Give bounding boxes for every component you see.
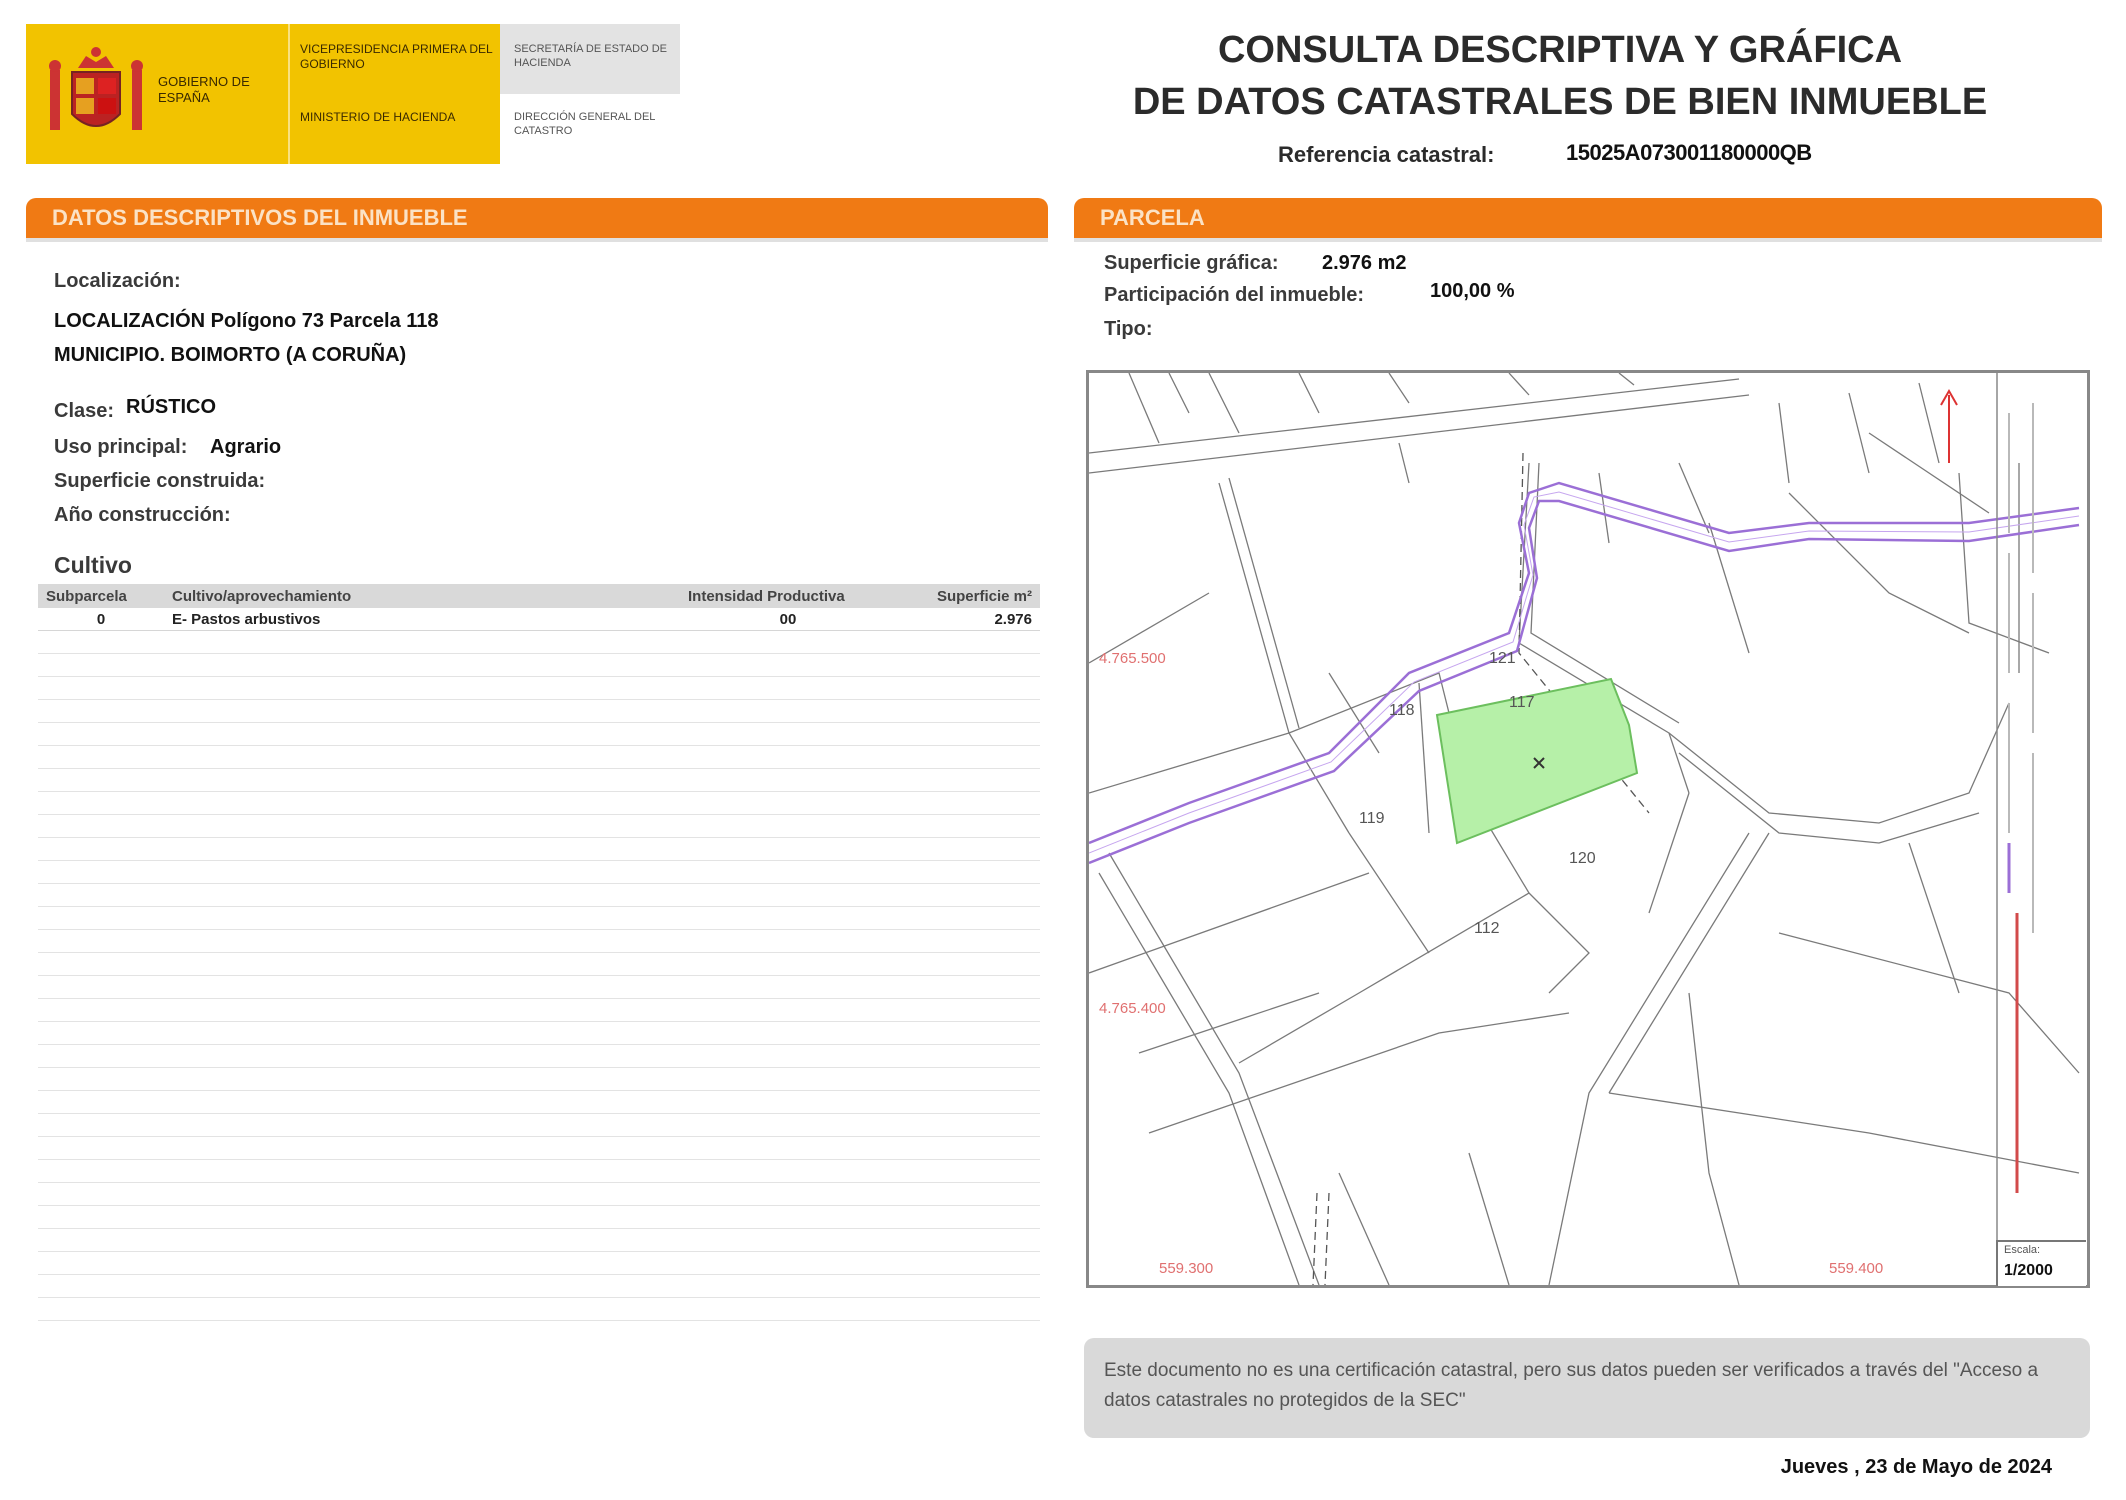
empty-cell [680, 1183, 896, 1206]
empty-cell [680, 723, 896, 746]
cell-intensidad: 00 [680, 608, 896, 631]
empty-cell [896, 1160, 1040, 1183]
table-row-empty [38, 792, 1040, 815]
empty-cell [896, 861, 1040, 884]
government-logo [26, 24, 500, 164]
empty-cell [38, 792, 164, 815]
gobierno-text: GOBIERNO DE ESPAÑA [158, 74, 250, 105]
empty-cell [896, 1183, 1040, 1206]
empty-cell [38, 861, 164, 884]
document-date: Jueves , 23 de Mayo de 2024 [1780, 1456, 2052, 1478]
cultivos-label: Cultivo [54, 552, 132, 578]
section-bar-descriptivos: DATOS DESCRIPTIVOS DEL INMUEBLE [26, 198, 1048, 238]
empty-cell [680, 677, 896, 700]
empty-cell [896, 1298, 1040, 1321]
empty-cell [896, 1229, 1040, 1252]
clase-value: RÚSTICO [126, 396, 216, 418]
empty-cell [38, 631, 164, 654]
localizacion-line1: LOCALIZACIÓN Polígono 73 Parcela 118 [54, 310, 439, 332]
empty-cell [896, 1045, 1040, 1068]
empty-cell [38, 884, 164, 907]
coord-label: 559.400 [1829, 1260, 1884, 1277]
empty-cell [680, 1160, 896, 1183]
participacion-label: Participación del inmueble: [1104, 284, 1365, 306]
col-superficie: Superficie m² [896, 584, 1040, 608]
empty-cell [164, 700, 680, 723]
table-row-empty [38, 654, 1040, 677]
empty-cell [680, 1298, 896, 1321]
uso-label: Uso principal: [54, 436, 188, 458]
empty-cell [164, 1137, 680, 1160]
empty-cell [680, 815, 896, 838]
empty-cell [164, 1229, 680, 1252]
table-row-empty [38, 677, 1040, 700]
cell-cultivo: E- Pastos arbustivos [164, 608, 680, 631]
empty-cell [680, 1045, 896, 1068]
scale-label: Escala: [2004, 1244, 2041, 1256]
empty-cell [164, 746, 680, 769]
anio-construccion-label: Año construcción: [54, 504, 231, 526]
empty-cell [896, 907, 1040, 930]
empty-cell [38, 1160, 164, 1183]
tipo-label: Tipo: [1104, 318, 1153, 340]
col-subparcela: Subparcela [38, 584, 164, 608]
vicepresidencia-text: VICEPRESIDENCIA PRIMERA DEL GOBIERNO [300, 42, 493, 71]
secretaria-text: SECRETARÍA DE ESTADO DE HACIENDA [514, 43, 668, 69]
col-intensidad: Intensidad Productiva [680, 584, 896, 608]
empty-cell [38, 838, 164, 861]
empty-cell [680, 1229, 896, 1252]
localizacion-label: Localización: [54, 270, 181, 292]
empty-cell [38, 953, 164, 976]
empty-cell [164, 792, 680, 815]
empty-cell [680, 930, 896, 953]
title-line1: CONSULTA DESCRIPTIVA Y GRÁFICA [1217, 29, 1903, 71]
empty-cell [38, 700, 164, 723]
empty-cell [896, 1275, 1040, 1298]
uso-value: Agrario [210, 436, 282, 458]
empty-cell [680, 1022, 896, 1045]
table-row-empty [38, 700, 1040, 723]
table-row-empty [38, 769, 1040, 792]
ref-label: Referencia catastral: [1278, 142, 1495, 167]
table-row-empty [38, 1160, 1040, 1183]
empty-cell [164, 999, 680, 1022]
empty-cell [896, 700, 1040, 723]
page-title [1060, 24, 2060, 128]
empty-cell [896, 1252, 1040, 1275]
table-row-empty [38, 1298, 1040, 1321]
table-row-empty [38, 1275, 1040, 1298]
empty-cell [38, 999, 164, 1022]
empty-cell [896, 1114, 1040, 1137]
empty-cell [896, 930, 1040, 953]
table-row-empty [38, 953, 1040, 976]
disclaimer-notice: Este documento no es una certificación catastral, pero sus datos pueden ser verificados a través del "Acceso a datos catastrales no protegidos de la SEC" [1084, 1338, 2090, 1438]
empty-cell [164, 907, 680, 930]
empty-cell [164, 930, 680, 953]
empty-cell [896, 723, 1040, 746]
empty-cell [680, 1206, 896, 1229]
coat-of-arms-icon [36, 42, 156, 150]
empty-cell [680, 1137, 896, 1160]
table-row-empty [38, 746, 1040, 769]
empty-cell [896, 1022, 1040, 1045]
table-row-empty [38, 1183, 1040, 1206]
empty-cell [680, 1114, 896, 1137]
empty-cell [896, 746, 1040, 769]
empty-cell [680, 976, 896, 999]
empty-cell [38, 1137, 164, 1160]
empty-cell [164, 976, 680, 999]
table-row-empty [38, 1091, 1040, 1114]
empty-cell [164, 1091, 680, 1114]
empty-cell [896, 1068, 1040, 1091]
empty-cell [164, 1068, 680, 1091]
ref-value: 15025A073001180000QB [1566, 140, 1812, 165]
empty-cell [38, 1206, 164, 1229]
empty-cell [38, 930, 164, 953]
empty-cell [38, 1275, 164, 1298]
table-row-empty [38, 907, 1040, 930]
empty-cell [680, 884, 896, 907]
empty-cell [680, 631, 896, 654]
table-row-empty [38, 861, 1040, 884]
empty-cell [164, 1275, 680, 1298]
empty-cell [896, 677, 1040, 700]
empty-cell [38, 723, 164, 746]
participacion-value: 100,00 % [1430, 280, 1515, 302]
table-row-empty [38, 976, 1040, 999]
table-row-empty [38, 1022, 1040, 1045]
table-header-row [38, 584, 1040, 608]
coord-label: 559.300 [1159, 1260, 1214, 1277]
empty-cell [164, 723, 680, 746]
empty-cell [680, 838, 896, 861]
empty-cell [38, 976, 164, 999]
empty-cell [164, 677, 680, 700]
table-row-empty [38, 1252, 1040, 1275]
empty-cell [164, 1022, 680, 1045]
cultivos-table-body [38, 608, 1040, 1321]
empty-cell [164, 1114, 680, 1137]
empty-cell [680, 861, 896, 884]
parcel-label: 112 [1474, 920, 1500, 937]
parcel-label: 117 [1509, 694, 1535, 711]
section-bar-parcela: PARCELA [1074, 198, 2102, 238]
table-row-empty [38, 1045, 1040, 1068]
empty-cell [38, 677, 164, 700]
parcel-label: 119 [1359, 810, 1385, 827]
empty-cell [164, 1160, 680, 1183]
table-row-empty [38, 999, 1040, 1022]
empty-cell [164, 654, 680, 677]
clase-label: Clase: [54, 400, 115, 422]
table-row-empty [38, 1229, 1040, 1252]
empty-cell [896, 792, 1040, 815]
empty-cell [896, 815, 1040, 838]
superficie-construida-label: Superficie construida: [54, 470, 266, 492]
empty-cell [38, 1114, 164, 1137]
direccion-text: DIRECCIÓN GENERAL DEL CATASTRO [514, 111, 655, 137]
empty-cell [896, 769, 1040, 792]
divider [288, 24, 290, 164]
empty-cell [680, 1252, 896, 1275]
table-row-empty [38, 1068, 1040, 1091]
empty-cell [680, 700, 896, 723]
cell-superficie: 2.976 [896, 608, 1040, 631]
table-row-empty [38, 838, 1040, 861]
empty-cell [38, 1091, 164, 1114]
empty-cell [164, 884, 680, 907]
title-line2: DE DATOS CATASTRALES DE BIEN INMUEBLE [1132, 81, 1988, 123]
empty-cell [896, 953, 1040, 976]
empty-cell [38, 1022, 164, 1045]
ministerio-text: MINISTERIO DE HACIENDA [300, 110, 456, 124]
map-canvas [1089, 373, 2087, 1285]
empty-cell [38, 1298, 164, 1321]
empty-cell [38, 1068, 164, 1091]
table-row-empty [38, 884, 1040, 907]
parcel-label: 118 [1389, 702, 1415, 719]
table-row-empty [38, 631, 1040, 654]
secretaria-block [500, 24, 680, 94]
empty-cell [896, 838, 1040, 861]
coord-label: 4.765.500 [1099, 650, 1166, 667]
table-row-empty [38, 815, 1040, 838]
empty-cell [896, 1091, 1040, 1114]
empty-cell [164, 815, 680, 838]
coord-label: 4.765.400 [1099, 1000, 1166, 1017]
superficie-grafica-label: Superficie gráfica: [1104, 252, 1279, 274]
empty-cell [896, 654, 1040, 677]
empty-cell [896, 1206, 1040, 1229]
empty-cell [164, 861, 680, 884]
table-row-empty [38, 1114, 1040, 1137]
empty-cell [164, 769, 680, 792]
empty-cell [896, 884, 1040, 907]
empty-cell [164, 953, 680, 976]
empty-cell [680, 792, 896, 815]
cell-subparcela: 0 [38, 608, 164, 631]
parcel-label: 120 [1569, 850, 1596, 867]
empty-cell [164, 1252, 680, 1275]
table-row-empty [38, 930, 1040, 953]
empty-cell [164, 1206, 680, 1229]
table-row-empty [38, 1137, 1040, 1160]
empty-cell [680, 746, 896, 769]
empty-cell [680, 999, 896, 1022]
empty-cell [164, 1045, 680, 1068]
empty-cell [164, 1183, 680, 1206]
empty-cell [38, 907, 164, 930]
empty-cell [38, 1183, 164, 1206]
table-row-empty [38, 1206, 1040, 1229]
empty-cell [680, 1091, 896, 1114]
table-row [38, 608, 1040, 631]
empty-cell [680, 1068, 896, 1091]
empty-cell [896, 631, 1040, 654]
scale-value: 1/2000 [2004, 1262, 2053, 1279]
cultivos-table [38, 584, 1040, 1321]
localizacion-line2: MUNICIPIO. BOIMORTO (A CORUÑA) [54, 344, 407, 366]
table-row-empty [38, 723, 1040, 746]
empty-cell [164, 1298, 680, 1321]
cadastral-map[interactable] [1086, 370, 2090, 1288]
empty-cell [680, 654, 896, 677]
empty-cell [896, 999, 1040, 1022]
empty-cell [680, 769, 896, 792]
empty-cell [38, 1045, 164, 1068]
empty-cell [164, 631, 680, 654]
empty-cell [38, 654, 164, 677]
empty-cell [164, 838, 680, 861]
col-cultivo: Cultivo/aprovechamiento [164, 584, 680, 608]
empty-cell [38, 769, 164, 792]
parcel-label: 121 [1489, 650, 1516, 667]
superficie-grafica-value: 2.976 m2 [1322, 252, 1407, 274]
empty-cell [38, 1252, 164, 1275]
empty-cell [38, 815, 164, 838]
empty-cell [38, 746, 164, 769]
empty-cell [38, 1229, 164, 1252]
empty-cell [896, 1137, 1040, 1160]
empty-cell [680, 1275, 896, 1298]
empty-cell [896, 976, 1040, 999]
empty-cell [680, 907, 896, 930]
empty-cell [680, 953, 896, 976]
